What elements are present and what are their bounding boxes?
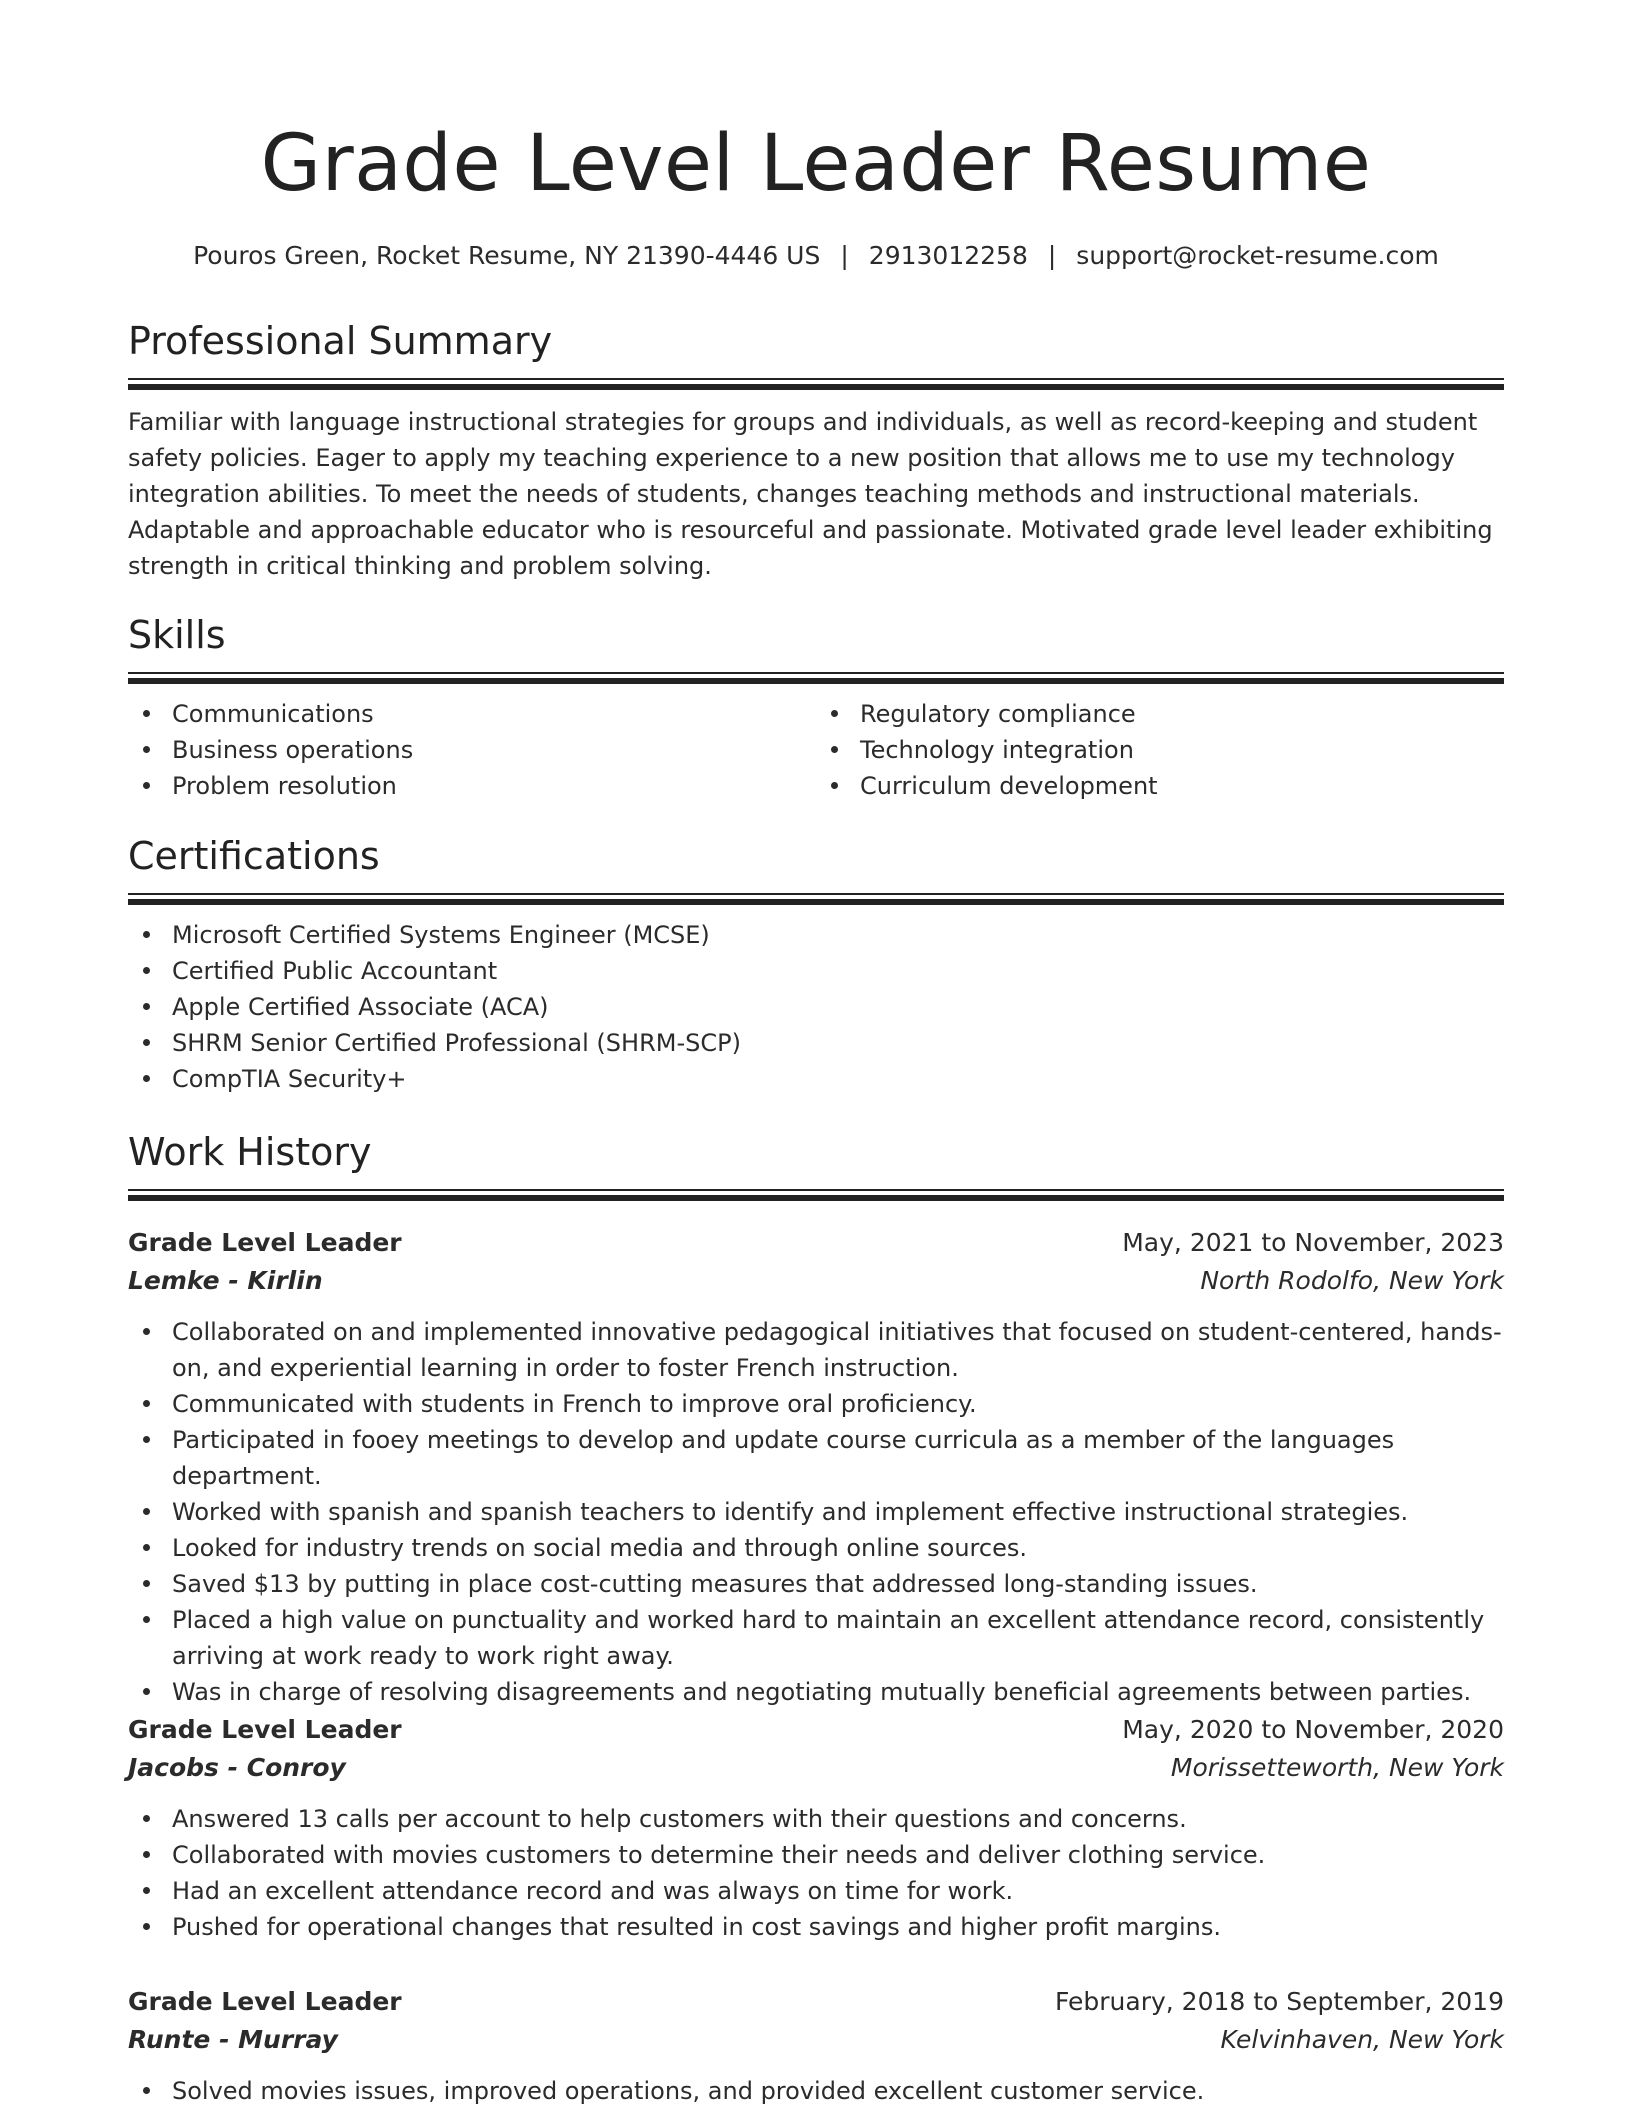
work-history-heading: Work History — [128, 1130, 372, 1174]
job-bullet: Collaborated on and implemented innovative pedagogical initiatives that focused on student-centered, hands-on, and experiential learning in order to foster French instruction. — [172, 1314, 1504, 1386]
job-bullet: Collaborated with movies customers to determine their needs and deliver clothing service. — [172, 1837, 1504, 1873]
job-company: Runte - Murray — [128, 2025, 338, 2054]
skill-item: Communications — [172, 696, 816, 732]
contact-phone: 2913012258 — [868, 241, 1028, 270]
job-title: Grade Level Leader — [128, 1228, 402, 1257]
contact-email: support@rocket-resume.com — [1076, 241, 1439, 270]
resume-title: Grade Level Leader Resume — [260, 119, 1372, 209]
skills-list-right — [816, 696, 1504, 804]
skills-grid — [128, 684, 1504, 804]
contact-separator: | — [1047, 241, 1057, 270]
skill-item: Curriculum development — [860, 768, 1504, 804]
job-bullet: Placed a high value on punctuality and worked hard to maintain an excellent attendance record, consistently arriving at work ready to work right away. — [172, 1602, 1504, 1674]
job-bullet: Worked with spanish and spanish teachers to identify and implement effective instructional strategies. — [172, 1494, 1504, 1530]
job-bullets — [128, 2073, 1504, 2109]
job-dates: May, 2021 to November, 2023 — [1122, 1228, 1504, 1257]
job-dates: May, 2020 to November, 2020 — [1122, 1715, 1504, 1744]
certification-item: Microsoft Certified Systems Engineer (MCSE) — [172, 917, 1504, 953]
job-title: Grade Level Leader — [128, 1987, 402, 2016]
certifications-section — [128, 831, 1504, 1097]
certification-item: SHRM Senior Certified Professional (SHRM-SCP) — [172, 1025, 1504, 1061]
contact-line — [128, 238, 1504, 274]
job-bullet: Pushed for operational changes that resulted in cost savings and higher profit margins. — [172, 1909, 1504, 1945]
skills-heading: Skills — [128, 613, 226, 657]
job-dates: February, 2018 to September, 2019 — [1055, 1987, 1504, 2016]
job-entry — [128, 1983, 1504, 2109]
job-bullet: Participated in fooey meetings to develop and update course curricula as a member of the languages department. — [172, 1422, 1504, 1494]
certification-item: CompTIA Security+ — [172, 1061, 1504, 1097]
skills-list-left — [128, 696, 816, 804]
job-entry — [128, 1711, 1504, 1945]
job-bullet: Solved movies issues, improved operations, and provided excellent customer service. — [172, 2073, 1504, 2109]
job-company: Jacobs - Conroy — [128, 1753, 346, 1782]
section-divider — [128, 893, 1504, 905]
summary-text: Familiar with language instructional strategies for groups and individuals, as well as record-keeping and student safety policies. Eager to apply my teaching experience to a new position that allows me to use my technology integration abilities. To meet the needs of students, changes teaching methods and instructional materials. Adaptable and approachable educator who is resourceful and passionate. Motivated grade level leader exhibiting strength in critical thinking and problem solving. — [128, 408, 1493, 580]
job-location: Morissetteworth, New York — [1170, 1753, 1504, 1782]
job-bullet: Answered 13 calls per account to help customers with their questions and concerns. — [172, 1801, 1504, 1837]
job-bullet: Looked for industry trends on social media and through online sources. — [172, 1530, 1504, 1566]
job-bullet: Saved $13 by putting in place cost-cutting measures that addressed long-standing issues. — [172, 1566, 1504, 1602]
certifications-heading: Certifications — [128, 834, 380, 878]
job-bullet: Communicated with students in French to improve oral proficiency. — [172, 1386, 1504, 1422]
contact-address: Pouros Green, Rocket Resume, NY 21390-4446 US — [193, 241, 821, 270]
skill-item: Problem resolution — [172, 768, 816, 804]
job-location: Kelvinhaven, New York — [1220, 2025, 1504, 2054]
job-bullet: Was in charge of resolving disagreements and negotiating mutually beneficial agreements between parties. — [172, 1674, 1504, 1710]
skill-item: Regulatory compliance — [860, 696, 1504, 732]
section-divider — [128, 378, 1504, 390]
job-entry — [128, 1224, 1504, 1710]
summary-section — [128, 316, 1504, 584]
contact-separator: | — [840, 241, 849, 270]
job-location: North Rodolfo, New York — [1200, 1266, 1504, 1295]
summary-heading: Professional Summary — [128, 319, 553, 363]
job-title: Grade Level Leader — [128, 1715, 402, 1744]
certifications-list — [128, 917, 1504, 1097]
certification-item: Certified Public Accountant — [172, 953, 1504, 989]
job-company: Lemke - Kirlin — [128, 1266, 323, 1295]
job-bullets — [128, 1314, 1504, 1710]
job-bullet: Had an excellent attendance record and was always on time for work. — [172, 1873, 1504, 1909]
section-divider — [128, 1189, 1504, 1201]
skill-item: Business operations — [172, 732, 816, 768]
skills-section — [128, 610, 1504, 804]
section-divider — [128, 672, 1504, 684]
work-history-section — [128, 1127, 1504, 1201]
skill-item: Technology integration — [860, 732, 1504, 768]
certification-item: Apple Certified Associate (ACA) — [172, 989, 1504, 1025]
job-bullets — [128, 1801, 1504, 1945]
